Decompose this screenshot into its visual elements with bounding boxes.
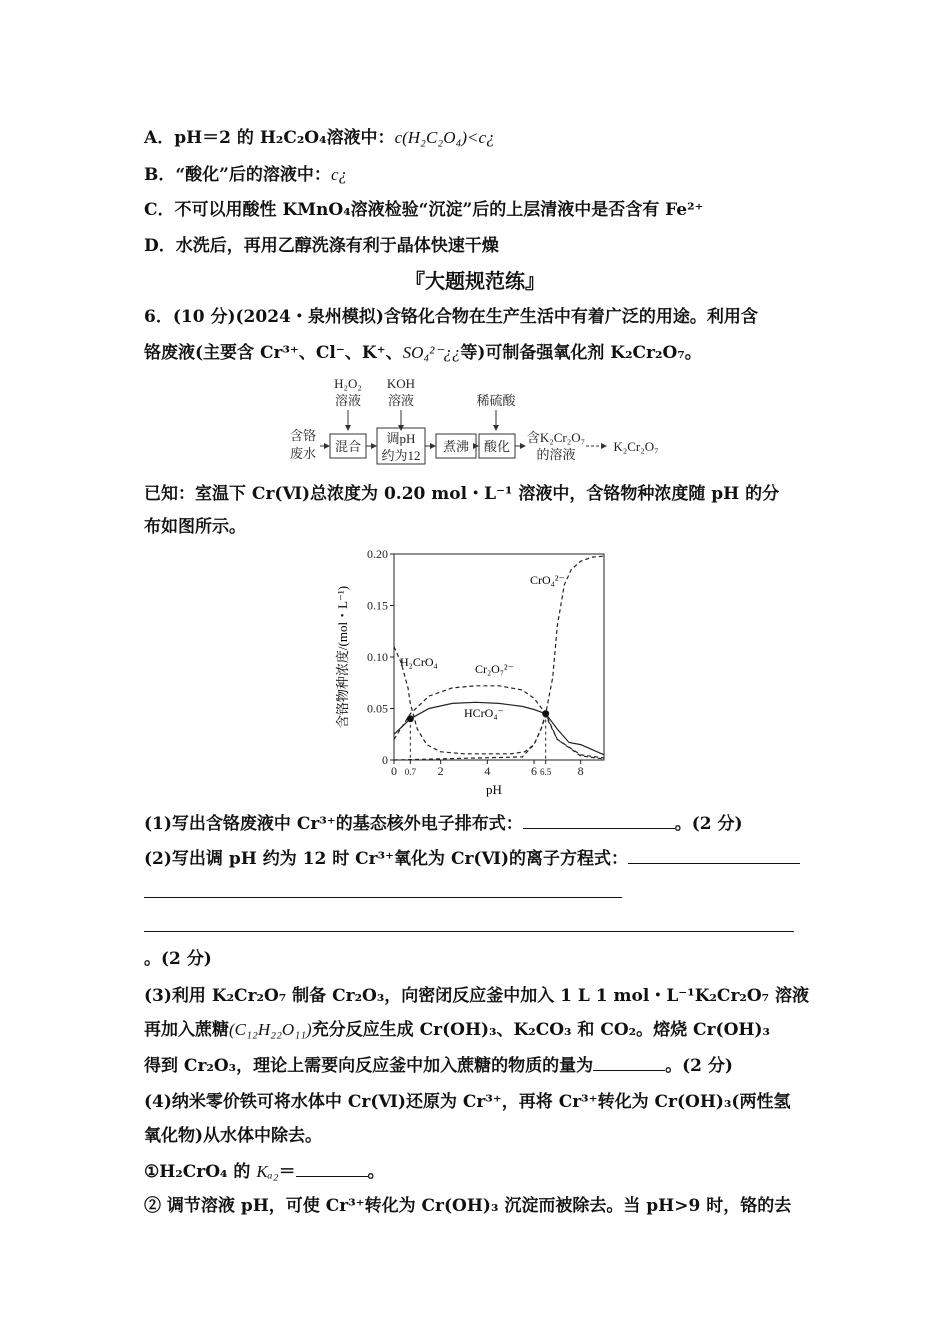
process-flow-diagram xyxy=(280,372,680,468)
chart-annotation-h2cro4: H₂CrO₄ xyxy=(400,655,438,669)
chart-y-axis-label: 含铬物种浓度/(mol・L⁻¹) xyxy=(335,585,350,729)
option-c-formula: KMnO₄ xyxy=(282,200,351,220)
q6-part4-line2: 氧化物)从水体中除去。 xyxy=(144,1126,323,1146)
q6-part2-score: 。(2 分) xyxy=(144,949,212,969)
q6-part4-sub1-prefix: ①H₂CrO₄ 的 xyxy=(144,1162,257,1182)
q6-part3-line2-suffix: 充分反应生成 Cr(OH)₃、K₂CO₃ 和 CO₂。熔烧 Cr(OH)₃ xyxy=(311,1020,770,1040)
q6-part1-score: 。(2 分) xyxy=(674,814,743,834)
option-c-prefix: C．不可以用酸性 xyxy=(144,200,283,220)
q6-part3-line1: (3)利用 K₂Cr₂O₇ 制备 Cr₂O₃，向密闭反应釜中加入 1 L 1 mol・L⁻¹K₂Cr₂O₇ 溶液 xyxy=(144,986,810,1006)
q6-part1 xyxy=(144,812,743,836)
known-line2: 布如图所示。 xyxy=(144,517,246,537)
option-c xyxy=(144,198,704,222)
y-tick-label: 0.05 xyxy=(367,701,388,716)
q6-part2 xyxy=(144,847,800,871)
q6-line2-math: SO₄²⁻¿¿ xyxy=(402,343,461,362)
x-tick-label: 8 xyxy=(577,764,584,778)
q6-part1-text: (1)写出含铬废液中 Cr³⁺的基态核外电子排布式： xyxy=(144,814,523,834)
flow-start-line2: 废水 xyxy=(289,446,317,461)
q6-line1: 6．(10 分)(2024・泉州模拟)含铬化合物在生产生活中有着广泛的用途。利用含 xyxy=(144,307,758,327)
option-a-mid: 溶液中： xyxy=(326,128,395,148)
x-tick-label: 6 xyxy=(531,764,537,778)
flow-reagent2-line2: 溶液 xyxy=(387,393,415,408)
option-a xyxy=(144,126,495,150)
option-a-prefix: A．pH＝2 的 xyxy=(144,128,260,148)
q6-part4-line1: (4)纳米零价铁可将水体中 Cr(Ⅵ)还原为 Cr³⁺，再将 Cr³⁺转化为 Cr(OH)₃(两性氢 xyxy=(144,1092,791,1112)
section-title: 『大题规范练』 xyxy=(405,269,545,293)
flow-result-line2: 的溶液 xyxy=(536,447,576,462)
q6-line2-suffix: 等)可制备强氧化剂 K₂Cr₂O₇。 xyxy=(460,343,702,363)
chart-annotation-cro4: CrO₄²⁻ xyxy=(530,573,565,587)
answer-blank-2a[interactable] xyxy=(628,847,800,864)
q6-part4-ka2: Kₐ₂ xyxy=(256,1162,279,1181)
y-tick-label: 0.10 xyxy=(367,650,388,664)
x-tick-label: 2 xyxy=(437,764,444,778)
q6-part2-text: (2)写出调 pH 约为 12 时 Cr³⁺氧化为 Cr(Ⅵ)的离子方程式： xyxy=(144,849,629,869)
q6-part3-line2-prefix: 再加入蔗糖 xyxy=(144,1020,229,1040)
intersection-point xyxy=(542,710,549,717)
option-a-formula: H₂C₂O₄ xyxy=(259,128,327,148)
flow-final-product: K₂Cr₂O₇ xyxy=(613,439,659,454)
option-b xyxy=(144,163,347,187)
flow-reagent2-line1: KOH xyxy=(386,376,416,391)
q6-part4-sub1-end: 。 xyxy=(367,1162,385,1182)
known-line1: 已知：室温下 Cr(Ⅵ)总浓度为 0.20 mol・L⁻¹ 溶液中，含铬物种浓度随 pH 的分 xyxy=(144,484,780,504)
chart-annotation-hcro4: HCrO₄⁻ xyxy=(464,706,504,720)
flow-step-acidify: 酸化 xyxy=(483,439,511,454)
y-tick-label: 0.15 xyxy=(367,598,388,613)
q6-part3-line3 xyxy=(144,1054,733,1078)
series-line-cro xyxy=(394,686,604,759)
option-d: D．水洗后，再用乙醇洗涤有利于晶体快速干燥 xyxy=(144,236,499,256)
answer-blank-1[interactable] xyxy=(523,812,675,829)
q6-part3-sucrose-formula: (C₁₂H₂₂O₁₁) xyxy=(229,1020,312,1039)
q6-part4-sub1 xyxy=(144,1160,385,1184)
q6-part4-sub2: ② 调节溶液 pH，可使 Cr³⁺转化为 Cr(OH)₃ 沉淀而被除去。当 pH>9 时，铬的去 xyxy=(144,1196,792,1216)
y-tick-label: 0 xyxy=(382,753,388,767)
flow-reagent3: 稀硫酸 xyxy=(476,393,516,408)
intersection-point xyxy=(407,715,414,722)
answer-blank-2c[interactable] xyxy=(144,931,794,932)
x-tick-label: 0.7 xyxy=(404,767,416,777)
flow-step-adjust-ph-2: 约为12 xyxy=(381,448,421,463)
option-b-prefix: B．“酸化”后的溶液中： xyxy=(144,165,331,185)
chart-annotation-cr2o7: Cr₂O₇²⁻ xyxy=(475,662,514,676)
x-tick-label: 4 xyxy=(484,764,491,778)
flow-reagent1-line1: H₂O₂ xyxy=(334,376,362,391)
q6-part3-score: 。(2 分) xyxy=(665,1056,733,1076)
answer-blank-3[interactable] xyxy=(593,1054,665,1071)
q6-part3-line2 xyxy=(144,1018,770,1042)
q6-line2-prefix: 铬废液(主要含 Cr³⁺、Cl⁻、K⁺、 xyxy=(144,343,403,363)
q6-part4-equals: ＝ xyxy=(278,1162,296,1182)
flow-start-line1: 含铬 xyxy=(289,428,317,443)
chart-x-axis-label: pH xyxy=(486,782,502,797)
q6-part3-line3-text: 得到 Cr₂O₃，理论上需要向反应釜中加入蔗糖的物质的量为 xyxy=(144,1056,594,1076)
option-b-math: c¿ xyxy=(330,165,347,184)
flow-step-mix: 混合 xyxy=(334,439,362,454)
flow-step-boil: 煮沸 xyxy=(442,439,470,454)
flow-result-line1: 含K₂Cr₂O₇ xyxy=(526,430,586,445)
q6-line2 xyxy=(144,341,702,365)
option-c-suffix: 溶液检验“沉淀”后的上层清液中是否含有 Fe²⁺ xyxy=(350,200,704,220)
y-tick-label: 0.20 xyxy=(367,547,388,561)
x-tick-label: 6.5 xyxy=(540,767,552,777)
option-a-math: c(H₂C₂O₄)<c¿ xyxy=(394,128,495,147)
flow-reagent1-line2: 溶液 xyxy=(334,393,362,408)
flow-step-adjust-ph-1: 调pH xyxy=(386,431,416,446)
x-tick-label: 0 xyxy=(391,764,397,778)
species-distribution-chart xyxy=(334,540,614,802)
answer-blank-2b[interactable] xyxy=(144,897,622,898)
answer-blank-4[interactable] xyxy=(296,1160,368,1177)
